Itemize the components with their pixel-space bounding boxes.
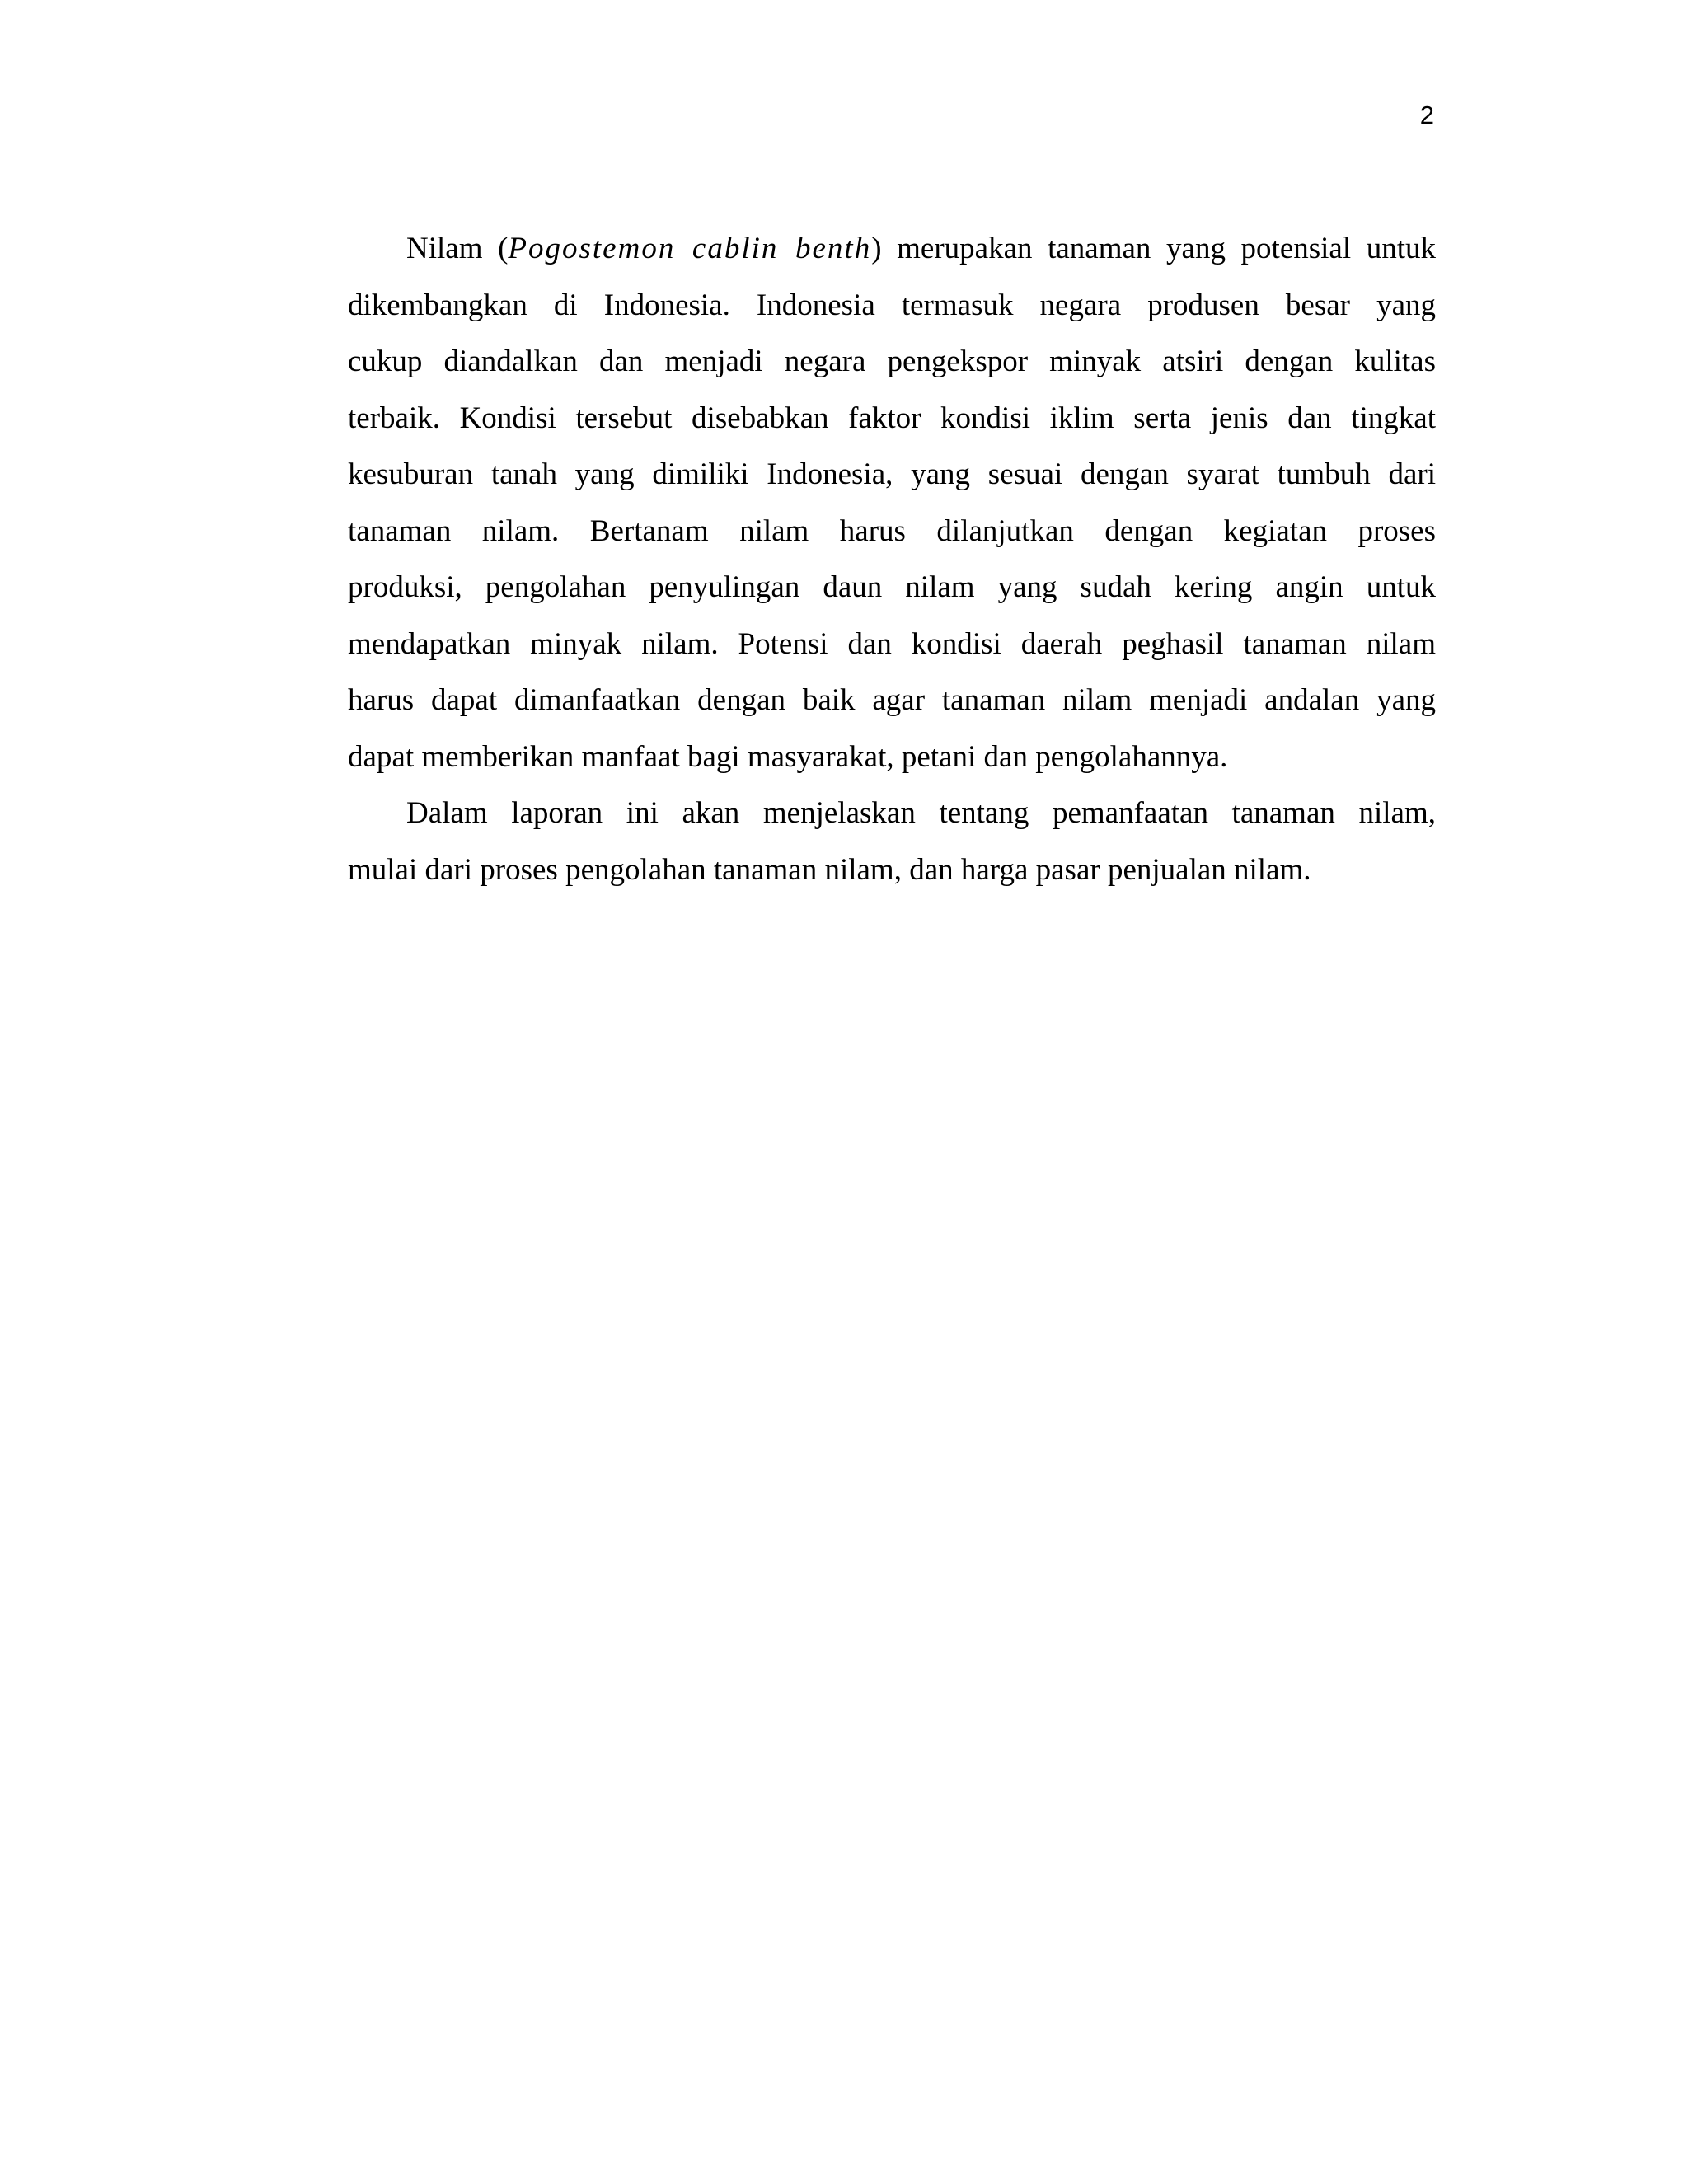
paragraph-1-line-2: dikembangkan di Indonesia. Indonesia termasuk negara produsen besar yang	[348, 288, 1436, 322]
paragraph-1-line-7: produksi, pengolahan penyulingan daun nilam yang sudah kering angin untuk	[348, 570, 1436, 604]
paragraph-2	[348, 785, 1436, 898]
paragraph-1-line-6: tanaman nilam. Bertanam nilam harus dilanjutkan dengan kegiatan proses	[348, 513, 1436, 548]
paragraph-1	[348, 221, 1436, 785]
paragraph-1-line-8: mendapatkan minyak nilam. Potensi dan kondisi daerah peghasil tanaman nilam	[348, 626, 1436, 661]
paragraph-1-line-4: terbaik. Kondisi tersebut disebabkan faktor kondisi iklim serta jenis dan tingkat	[348, 401, 1436, 435]
paragraph-1-line-3: cukup diandalkan dan menjadi negara pengekspor minyak atsiri dengan kulitas	[348, 344, 1436, 378]
paragraph-1-line-10: dapat memberikan manfaat bagi masyarakat, petani dan pengolahannya.	[348, 739, 1228, 774]
paragraph-2-line-1: Dalam laporan ini akan menjelaskan tentang pemanfaatan tanaman nilam,	[406, 796, 1436, 830]
page-number: 2	[1419, 101, 1434, 129]
species-name-italic: Pogostemon cablin benth	[508, 232, 872, 265]
text-run: ) merupakan tanaman yang potensial untuk	[871, 232, 1436, 265]
body-text	[348, 221, 1436, 898]
paragraph-1-line-5: kesuburan tanah yang dimiliki Indonesia, yang sesuai dengan syarat tumbuh dari	[348, 457, 1436, 491]
text-run: Nilam (	[406, 232, 509, 265]
paragraph-1-line-1	[348, 221, 1436, 278]
paragraph-1-line-9: harus dapat dimanfaatkan dengan baik agar tanaman nilam menjadi andalan yang	[348, 683, 1436, 717]
paragraph-2-line-2: mulai dari proses pengolahan tanaman nilam, dan harga pasar penjualan nilam.	[348, 852, 1311, 887]
